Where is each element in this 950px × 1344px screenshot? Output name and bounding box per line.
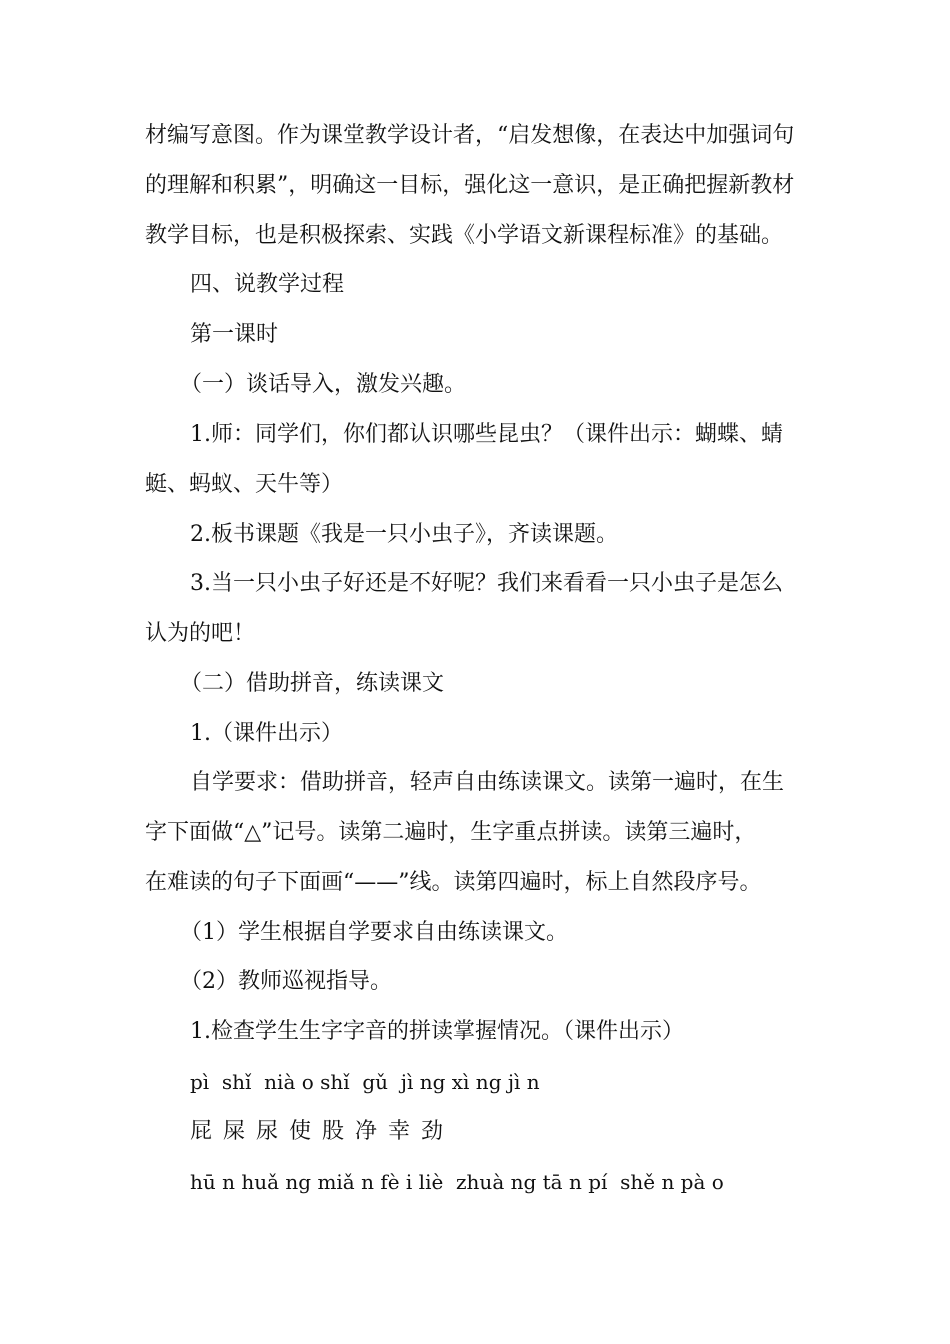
list-item: 1.师：同学们，你们都认识哪些昆虫？（课件出示：蝴蝶、蜻 (190, 422, 783, 447)
paragraph-line: 的理解和积累”，明确这一目标，强化这一意识，是正确把握新教材 (145, 173, 795, 198)
pinyin-row: hū n huǎ ng miǎ n fè i liè zhuà ng tā n pí shě n pà o (190, 1170, 724, 1194)
paragraph-line: 材编写意图。作为课堂教学设计者，“启发想像，在表达中加强词句 (145, 123, 795, 148)
pinyin-row: pì shǐ nià o shǐ gǔ jì ng xì ng jì n (190, 1070, 540, 1094)
requirement-paragraph: 字下面做“△”记号。读第二遍时，生字重点拼读。读第三遍时， (145, 820, 757, 845)
paragraph-line: 教学目标，也是积极探索、实践《小学语文新课程标准》的基础。 (145, 223, 784, 248)
list-item: 2.板书课题《我是一只小虫子》，齐读课题。 (190, 522, 618, 547)
lesson-heading: 第一课时 (190, 322, 279, 347)
sub-item: （1）学生根据自学要求自由练读课文。 (180, 920, 568, 945)
requirement-paragraph: 在难读的句子下面画“——”线。读第四遍时，标上自然段序号。 (145, 870, 762, 895)
list-item-continuation: 认为的吧！ (145, 621, 256, 646)
list-item: 3.当一只小虫子好还是不好呢？我们来看看一只小虫子是怎么 (190, 571, 783, 596)
list-item: 1.检查学生生字字音的拼读掌握情况。（课件出示） (190, 1019, 684, 1044)
list-item-continuation: 蜓、蚂蚁、天牛等） (145, 472, 344, 497)
subsection-heading: （一）谈话导入，激发兴趣。 (180, 372, 467, 397)
character-row: 屁 屎 尿 使 股 净 幸 劲 (190, 1119, 445, 1144)
sub-item: （2）教师巡视指导。 (180, 969, 392, 994)
requirement-paragraph: 自学要求：借助拼音，轻声自由练读课文。读第一遍时，在生 (190, 770, 785, 795)
list-item: 1.（课件出示） (190, 721, 343, 746)
subsection-heading: （二）借助拼音，练读课文 (180, 671, 445, 696)
section-heading: 四、说教学过程 (190, 272, 345, 297)
